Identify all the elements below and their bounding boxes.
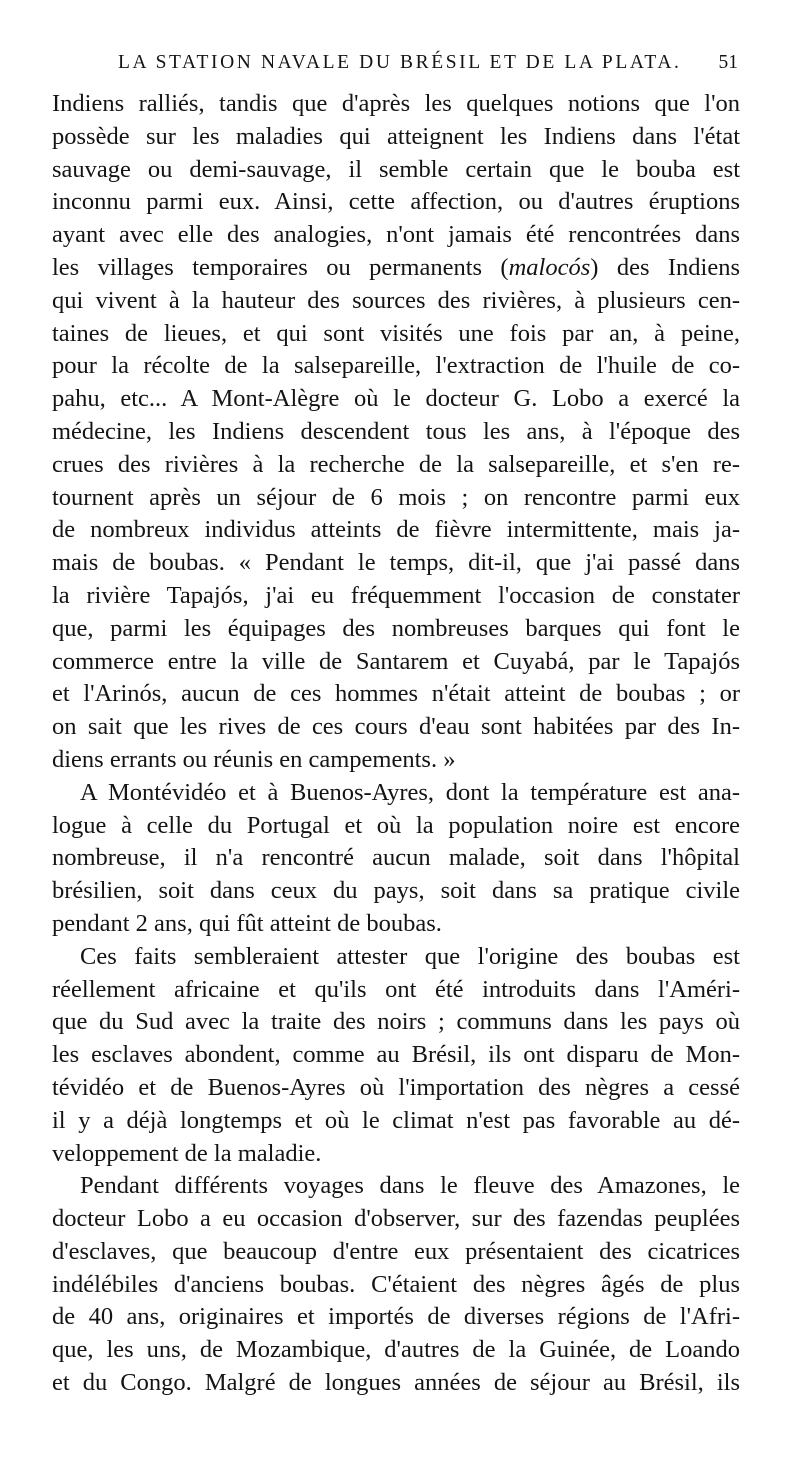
text-line: d'esclaves, que beaucoup d'entre eux présentaient des cicatrices (52, 1237, 740, 1265)
text-line: crues des rivières à la recherche de la salsepareille, et s'en re- (52, 450, 740, 478)
text-line: on sait que les rives de ces cours d'eau sont habitées par des In- (52, 713, 740, 741)
text-line: sauvage ou demi-sauvage, il semble certain que le bouba est (52, 155, 740, 183)
text-line: diens errants ou réunis en campements. » (52, 745, 456, 773)
text-line: que, parmi les équipages des nombreuses barques qui font le (52, 614, 740, 642)
text-line: Indiens ralliés, tandis que d'après les quelques notions que l'on (52, 90, 740, 117)
italic-term: malocós (508, 253, 591, 281)
paragraph-first-line: Pendant différents voyages dans le fleuve des Amazones, le (80, 1172, 740, 1200)
body-text (52, 88, 740, 1400)
text-line: pour la récolte de la salsepareille, l'extraction de l'huile de co- (52, 352, 740, 380)
paragraph-first-line: Ces faits sembleraient attester que l'origine des boubas est (80, 942, 740, 970)
text-line: les villages temporaires ou permanents (malocós) des Indiens (52, 253, 740, 281)
text-line: de 40 ans, originaires et importés de diverses régions de l'Afri- (52, 1303, 740, 1331)
text-line: que du Sud avec la traite des noirs ; communs dans les pays où (52, 1008, 740, 1036)
text-line: nombreuse, il n'a rencontré aucun malade, soit dans l'hôpital (52, 844, 740, 872)
running-title: LA STATION NAVALE DU BRÉSIL ET DE LA PLATA. (118, 52, 682, 73)
text-line: que, les uns, de Mozambique, d'autres de la Guinée, de Loando (52, 1336, 740, 1364)
text-line: et du Congo. Malgré de longues années de séjour au Brésil, ils (52, 1369, 740, 1397)
text-line: tévidéo et de Buenos-Ayres où l'importation des nègres a cessé (52, 1073, 740, 1101)
text-line: inconnu parmi eux. Ainsi, cette affection, ou d'autres éruptions (52, 188, 740, 216)
text-line: commerce entre la ville de Santarem et Cuyabá, par le Tapajós (52, 647, 740, 675)
text-line: mais de boubas. « Pendant le temps, dit-il, que j'ai passé dans (52, 549, 740, 577)
text-line: de nombreux individus atteints de fièvre intermittente, mais ja- (52, 516, 740, 544)
text-line: veloppement de la maladie. (52, 1139, 322, 1167)
page-header (118, 52, 738, 82)
text-line: brésilien, soit dans ceux du pays, soit dans sa pratique civile (52, 877, 740, 905)
text-line: il y a déjà longtemps et où le climat n'est pas favorable au dé- (52, 1106, 740, 1134)
text-line: pahu, etc... A Mont-Alègre où le docteur G. Lobo a exercé la (52, 385, 740, 413)
text-line: réellement africaine et qu'ils ont été introduits dans l'Améri- (52, 975, 740, 1003)
text-line: médecine, les Indiens descendent tous les ans, à l'époque des (52, 417, 740, 445)
text-line: la rivière Tapajós, j'ai eu fréquemment l'occasion de constater (52, 581, 740, 609)
paragraph-first-line: A Montévidéo et à Buenos-Ayres, dont la température est ana- (80, 778, 740, 806)
text-line: et l'Arinós, aucun de ces hommes n'était atteint de boubas ; or (52, 680, 740, 708)
text-line: tournent après un séjour de 6 mois ; on rencontre parmi eux (52, 483, 740, 511)
text-line: taines de lieues, et qui sont visités une fois par an, à peine, (52, 319, 740, 347)
page-number: 51 (718, 52, 738, 73)
text-line: indélébiles d'anciens boubas. C'étaient des nègres âgés de plus (52, 1270, 740, 1298)
text-line: pendant 2 ans, qui fût atteint de boubas. (52, 909, 442, 937)
text-line: docteur Lobo a eu occasion d'observer, sur des fazendas peuplées (52, 1205, 740, 1233)
text-line: logue à celle du Portugal et où la population noire est encore (52, 811, 740, 839)
text-line: les esclaves abondent, comme au Brésil, ils ont disparu de Mon- (52, 1041, 740, 1069)
text-line: possède sur les maladies qui atteignent les Indiens dans l'état (52, 122, 740, 150)
text-line: ayant avec elle des analogies, n'ont jamais été rencontrées dans (52, 221, 740, 249)
text-line: qui vivent à la hauteur des sources des rivières, à plusieurs cen- (52, 286, 740, 314)
